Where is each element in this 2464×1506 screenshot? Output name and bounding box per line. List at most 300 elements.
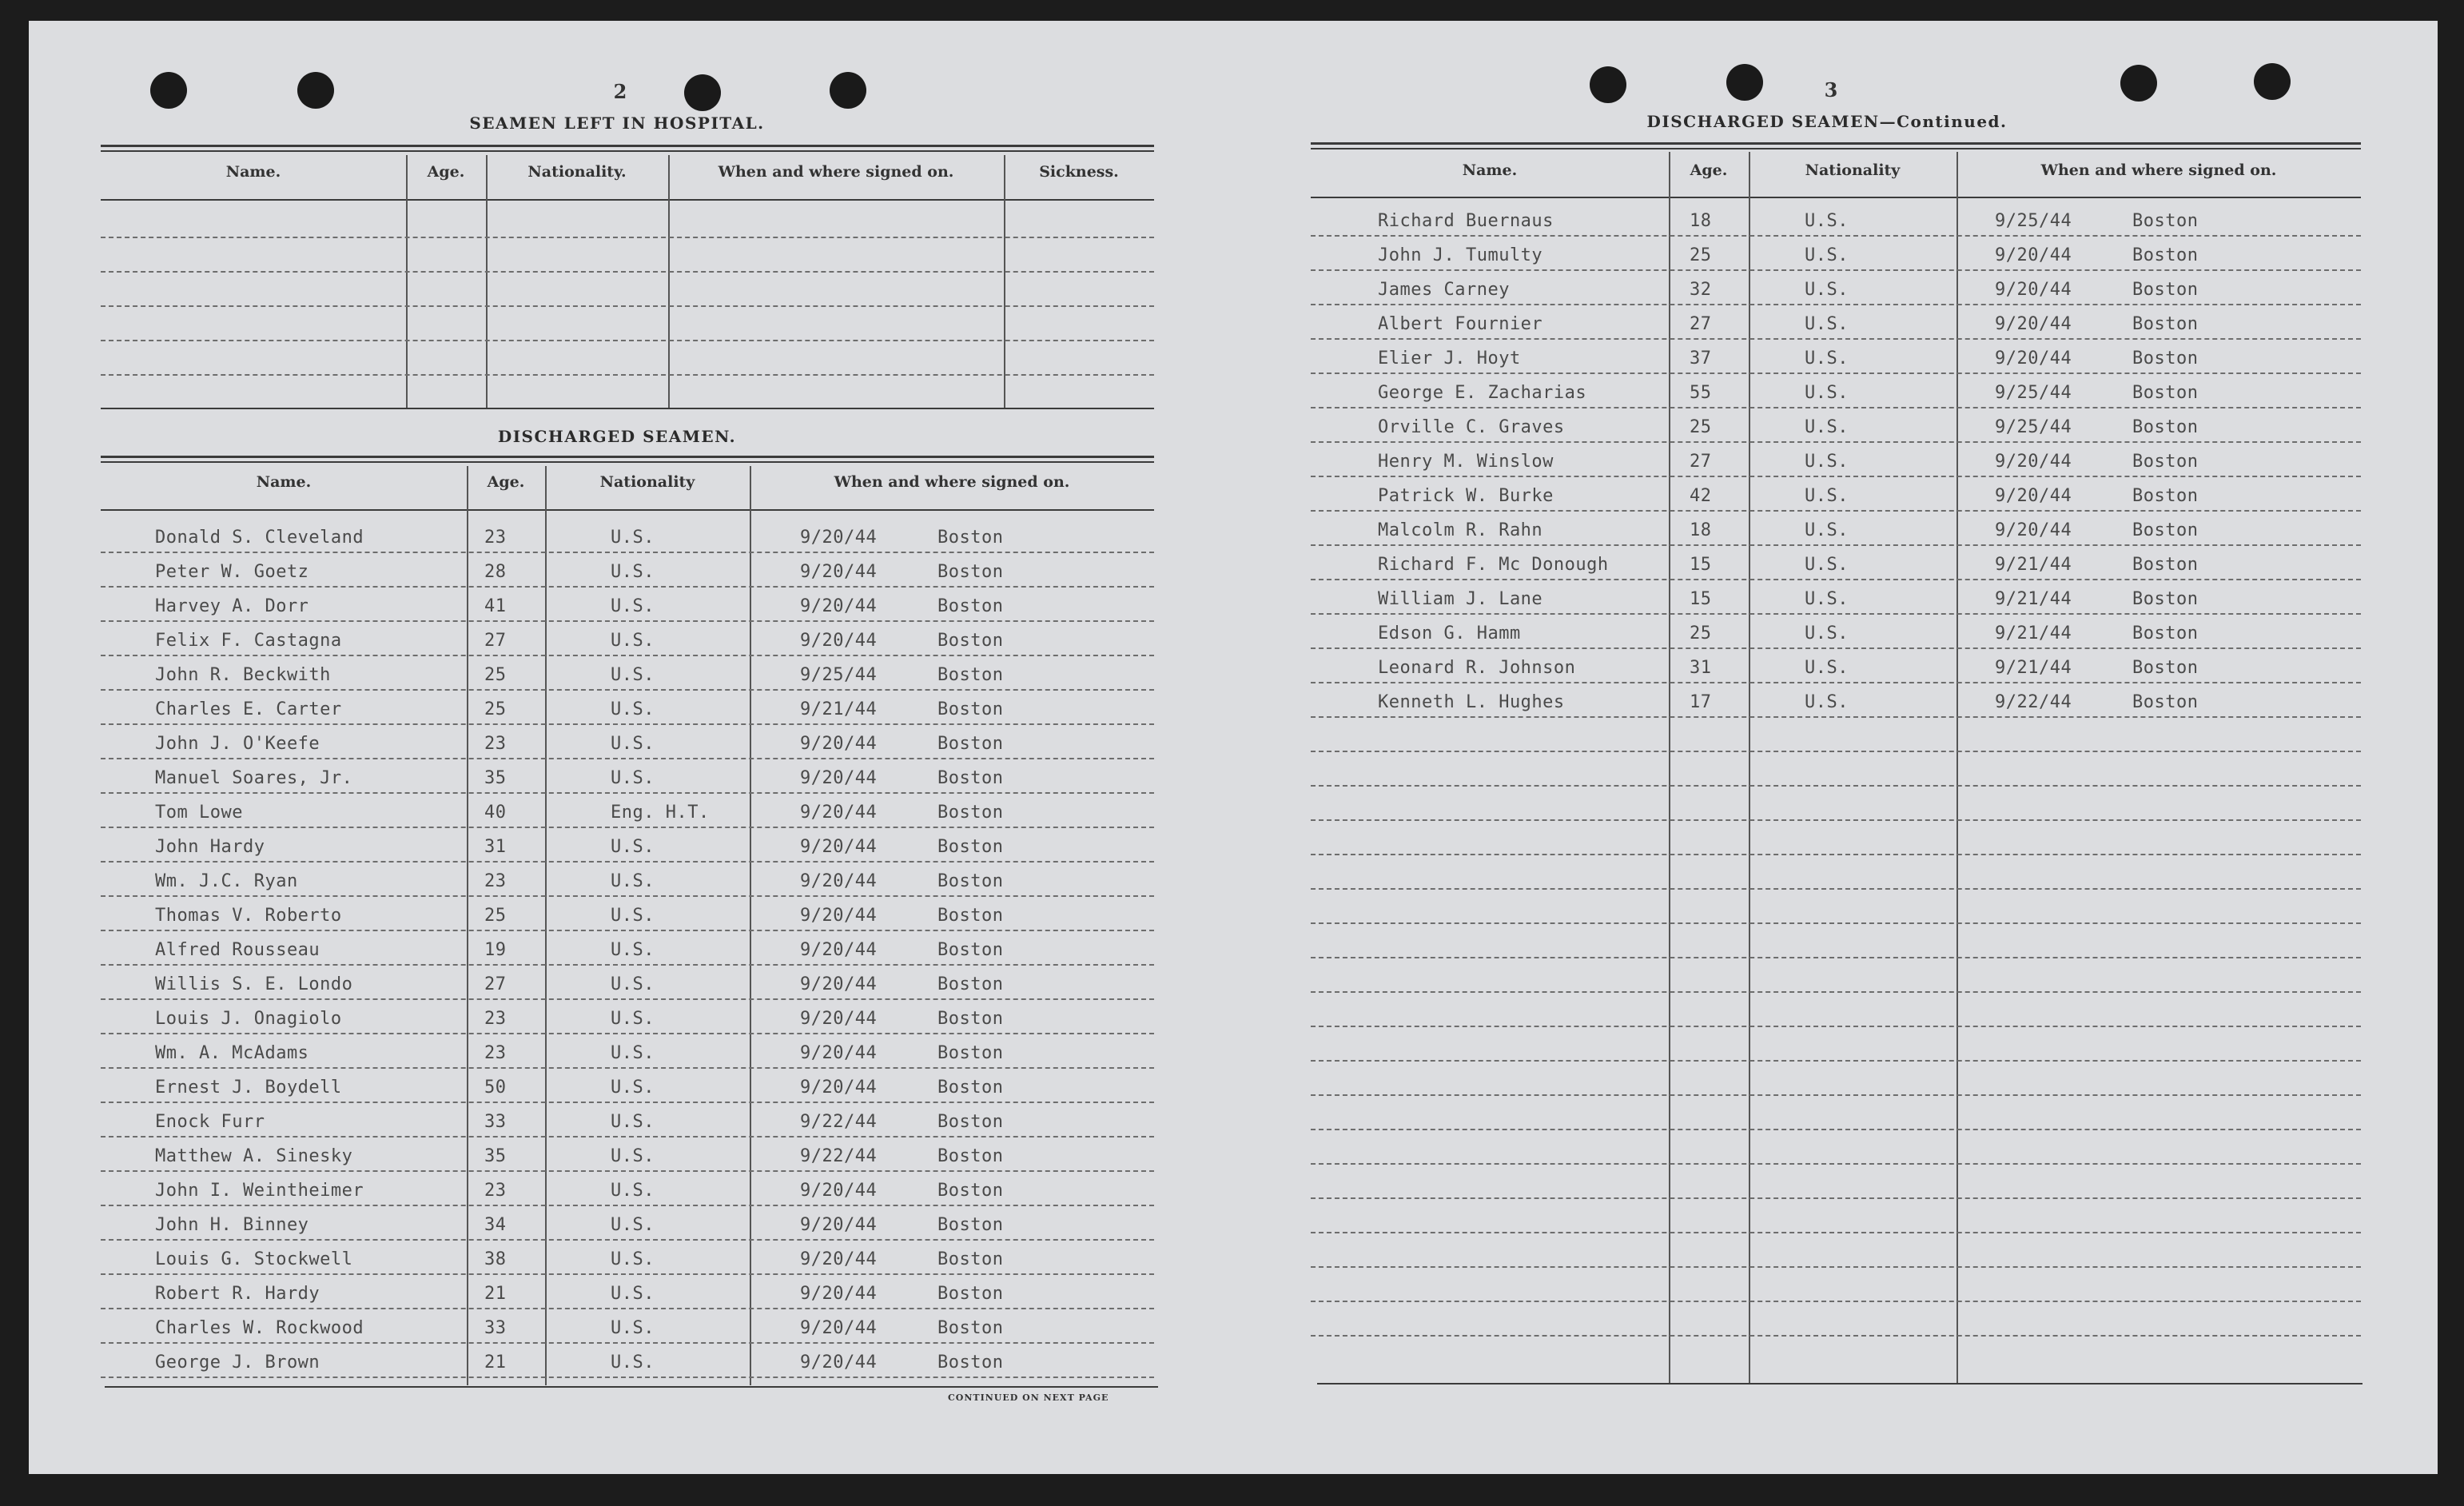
table-row bbox=[29, 1318, 2438, 1342]
cell-name: Patrick W. Burke bbox=[1378, 486, 1554, 506]
cell-age: 23 bbox=[484, 528, 507, 548]
cell-name: Felix F. Castagna bbox=[155, 631, 342, 651]
cell-date: 9/22/44 bbox=[800, 1146, 878, 1166]
cell-name: Matthew A. Sinesky bbox=[155, 1146, 353, 1166]
punch-hole bbox=[2254, 63, 2291, 100]
row-line bbox=[101, 271, 1154, 273]
cell-name: John R. Beckwith bbox=[155, 665, 331, 685]
cell-date: 9/20/44 bbox=[1995, 486, 2072, 506]
header-nationality: Nationality bbox=[1805, 161, 1901, 179]
cell-nationality: U.S. bbox=[611, 1249, 655, 1269]
cell-name: Peter W. Goetz bbox=[155, 562, 309, 582]
header-col-signed-on: When and where signed on. bbox=[718, 163, 954, 181]
cell-nationality: U.S. bbox=[611, 1181, 655, 1201]
row-line bbox=[1311, 235, 2361, 237]
header-age: Age. bbox=[1690, 161, 1728, 179]
table-row bbox=[29, 837, 2438, 861]
rule bbox=[1311, 197, 2361, 198]
row-line bbox=[1311, 751, 2361, 752]
table-row bbox=[29, 1215, 2438, 1239]
cell-age: 23 bbox=[484, 1181, 507, 1201]
cell-nationality: U.S. bbox=[611, 1284, 655, 1304]
cell-nationality: U.S. bbox=[611, 1078, 655, 1098]
cell-age: 41 bbox=[484, 596, 507, 616]
cell-date: 9/22/44 bbox=[800, 1112, 878, 1132]
cell-place: Boston bbox=[937, 699, 1004, 719]
table-row bbox=[29, 211, 2438, 235]
cell-name: Charles W. Rockwood bbox=[155, 1318, 364, 1338]
row-line bbox=[101, 305, 1154, 307]
row-line bbox=[1311, 1232, 2361, 1233]
cell-place: Boston bbox=[937, 768, 1004, 788]
row-line bbox=[101, 340, 1154, 341]
cell-age: 27 bbox=[484, 974, 507, 994]
row-line bbox=[101, 1136, 1154, 1137]
cell-age: 32 bbox=[1690, 280, 1712, 300]
cell-nationality: U.S. bbox=[611, 562, 655, 582]
cell-place: Boston bbox=[937, 1284, 1004, 1304]
cell-age: 40 bbox=[484, 803, 507, 823]
cell-age: 25 bbox=[484, 699, 507, 719]
cell-place: Boston bbox=[2132, 211, 2199, 231]
row-line bbox=[1311, 1197, 2361, 1199]
cell-age: 42 bbox=[1690, 486, 1712, 506]
row-line bbox=[1311, 338, 2361, 340]
cell-place: Boston bbox=[2132, 624, 2199, 643]
header-nationality: Nationality bbox=[599, 473, 695, 491]
cell-place: Boston bbox=[937, 1318, 1004, 1338]
cell-date: 9/21/44 bbox=[800, 699, 878, 719]
row-line bbox=[1311, 1129, 2361, 1130]
table-row bbox=[29, 383, 2438, 407]
cell-place: Boston bbox=[2132, 520, 2199, 540]
table-row bbox=[29, 1078, 2438, 1102]
cell-place: Boston bbox=[937, 940, 1004, 960]
row-line bbox=[1311, 1026, 2361, 1027]
cell-date: 9/25/44 bbox=[800, 665, 878, 685]
header-col-age: Age. bbox=[427, 163, 465, 181]
page-number-right: 3 bbox=[1824, 78, 1838, 102]
cell-age: 19 bbox=[484, 940, 507, 960]
header-col-name: Name. bbox=[225, 163, 281, 181]
cell-name: Richard Buernaus bbox=[1378, 211, 1554, 231]
cell-name: Thomas V. Roberto bbox=[155, 906, 342, 926]
row-line bbox=[101, 1102, 1154, 1103]
row-line bbox=[101, 792, 1154, 794]
cell-place: Boston bbox=[937, 906, 1004, 926]
row-line bbox=[101, 861, 1154, 863]
cell-place: Boston bbox=[2132, 486, 2199, 506]
table-row bbox=[29, 692, 2438, 716]
cell-nationality: U.S. bbox=[1805, 486, 1849, 506]
rule bbox=[101, 150, 1154, 152]
cell-place: Boston bbox=[2132, 417, 2199, 437]
cell-place: Boston bbox=[937, 596, 1004, 616]
row-line bbox=[101, 689, 1154, 691]
cell-date: 9/20/44 bbox=[1995, 245, 2072, 265]
cell-date: 9/20/44 bbox=[800, 1043, 878, 1063]
row-line bbox=[1311, 579, 2361, 580]
cell-place: Boston bbox=[937, 1112, 1004, 1132]
cell-nationality: U.S. bbox=[1805, 280, 1849, 300]
cell-name: Donald S. Cleveland bbox=[155, 528, 364, 548]
cell-nationality: U.S. bbox=[1805, 314, 1849, 334]
cell-place: Boston bbox=[2132, 383, 2199, 403]
rule bbox=[1311, 148, 2361, 149]
cell-date: 9/20/44 bbox=[800, 837, 878, 857]
cell-nationality: U.S. bbox=[1805, 692, 1849, 712]
cell-name: Louis G. Stockwell bbox=[155, 1249, 353, 1269]
table-row bbox=[29, 658, 2438, 682]
cell-age: 21 bbox=[484, 1353, 507, 1373]
row-line bbox=[101, 1067, 1154, 1069]
cell-date: 9/20/44 bbox=[800, 1318, 878, 1338]
row-line bbox=[1311, 682, 2361, 683]
cell-nationality: U.S. bbox=[1805, 624, 1849, 643]
cell-nationality: U.S. bbox=[611, 871, 655, 891]
cell-place: Boston bbox=[2132, 245, 2199, 265]
row-line bbox=[101, 1033, 1154, 1034]
cell-name: John H. Binney bbox=[155, 1215, 309, 1235]
row-line bbox=[1311, 441, 2361, 443]
row-line bbox=[101, 1308, 1154, 1309]
cell-age: 28 bbox=[484, 562, 507, 582]
cell-age: 34 bbox=[484, 1215, 507, 1235]
cell-nationality: U.S. bbox=[611, 906, 655, 926]
table-row bbox=[29, 486, 2438, 510]
cell-name: Tom Lowe bbox=[155, 803, 243, 823]
cell-date: 9/21/44 bbox=[1995, 658, 2072, 678]
cell-age: 15 bbox=[1690, 589, 1712, 609]
table-row bbox=[29, 314, 2438, 338]
cell-place: Boston bbox=[2132, 589, 2199, 609]
table-row bbox=[29, 1112, 2438, 1136]
table-row bbox=[29, 803, 2438, 827]
row-line bbox=[1311, 1301, 2361, 1302]
row-line bbox=[1311, 1094, 2361, 1096]
cell-nationality: U.S. bbox=[611, 528, 655, 548]
header-age: Age. bbox=[487, 473, 525, 491]
cell-date: 9/20/44 bbox=[800, 974, 878, 994]
table-row bbox=[29, 589, 2438, 613]
header-col-nationality: Nationality. bbox=[527, 163, 627, 181]
cell-age: 27 bbox=[1690, 452, 1712, 472]
cell-age: 18 bbox=[1690, 211, 1712, 231]
row-line bbox=[101, 1273, 1154, 1275]
cell-name: Willis S. E. Londo bbox=[155, 974, 353, 994]
cell-nationality: U.S. bbox=[1805, 349, 1849, 369]
cell-nationality: U.S. bbox=[611, 940, 655, 960]
cell-age: 37 bbox=[1690, 349, 1712, 369]
row-line bbox=[101, 552, 1154, 553]
cell-name: Ernest J. Boydell bbox=[155, 1078, 342, 1098]
cell-age: 25 bbox=[1690, 245, 1712, 265]
cell-place: Boston bbox=[937, 1181, 1004, 1201]
cell-place: Boston bbox=[937, 871, 1004, 891]
row-line bbox=[101, 374, 1154, 376]
cell-date: 9/25/44 bbox=[1995, 211, 2072, 231]
cell-name: Wm. J.C. Ryan bbox=[155, 871, 298, 891]
cell-place: Boston bbox=[2132, 692, 2199, 712]
cell-date: 9/20/44 bbox=[1995, 314, 2072, 334]
row-line bbox=[101, 237, 1154, 238]
row-line bbox=[1311, 785, 2361, 787]
cell-nationality: U.S. bbox=[611, 699, 655, 719]
table-row bbox=[29, 906, 2438, 930]
header-signed-on: When and where signed on. bbox=[834, 473, 1070, 491]
table-row bbox=[29, 1146, 2438, 1170]
cell-place: Boston bbox=[2132, 555, 2199, 575]
cell-place: Boston bbox=[937, 837, 1004, 857]
row-line bbox=[101, 1205, 1154, 1206]
cell-name: Elier J. Hoyt bbox=[1378, 349, 1521, 369]
cell-age: 31 bbox=[1690, 658, 1712, 678]
cell-name: Enock Furr bbox=[155, 1112, 265, 1132]
cell-age: 31 bbox=[484, 837, 507, 857]
cell-age: 27 bbox=[1690, 314, 1712, 334]
table-row bbox=[29, 280, 2438, 304]
cell-place: Boston bbox=[937, 1043, 1004, 1063]
cell-nationality: U.S. bbox=[1805, 555, 1849, 575]
cell-nationality: U.S. bbox=[611, 1043, 655, 1063]
cell-name: John I. Weintheimer bbox=[155, 1181, 364, 1201]
cell-nationality: U.S. bbox=[611, 734, 655, 754]
cell-age: 25 bbox=[484, 906, 507, 926]
row-line bbox=[101, 1342, 1154, 1344]
cell-place: Boston bbox=[2132, 314, 2199, 334]
cell-nationality: U.S. bbox=[611, 1353, 655, 1373]
row-line bbox=[1311, 647, 2361, 649]
rule bbox=[101, 145, 1154, 147]
cell-age: 15 bbox=[1690, 555, 1712, 575]
table-row bbox=[29, 940, 2438, 964]
table-row bbox=[29, 734, 2438, 758]
row-line bbox=[101, 758, 1154, 759]
row-line bbox=[101, 655, 1154, 656]
cell-date: 9/22/44 bbox=[1995, 692, 2072, 712]
cell-age: 18 bbox=[1690, 520, 1712, 540]
discharged-title: DISCHARGED SEAMEN. bbox=[497, 427, 737, 446]
cell-name: James Carney bbox=[1378, 280, 1510, 300]
rule bbox=[101, 408, 1154, 409]
cell-name: Albert Fournier bbox=[1378, 314, 1543, 334]
hospital-title: SEAMEN LEFT IN HOSPITAL. bbox=[469, 114, 765, 133]
cell-date: 9/20/44 bbox=[800, 1249, 878, 1269]
cell-date: 9/20/44 bbox=[800, 734, 878, 754]
cell-date: 9/21/44 bbox=[1995, 624, 2072, 643]
cell-name: Harvey A. Dorr bbox=[155, 596, 309, 616]
row-line bbox=[1311, 1060, 2361, 1062]
cell-place: Boston bbox=[2132, 658, 2199, 678]
cell-place: Boston bbox=[937, 665, 1004, 685]
cell-name: Manuel Soares, Jr. bbox=[155, 768, 353, 788]
row-line bbox=[1311, 1266, 2361, 1268]
cell-date: 9/20/44 bbox=[800, 1284, 878, 1304]
row-line bbox=[1311, 510, 2361, 512]
header-name: Name. bbox=[1462, 161, 1518, 179]
cell-date: 9/20/44 bbox=[800, 1181, 878, 1201]
cell-date: 9/20/44 bbox=[800, 768, 878, 788]
table-row bbox=[29, 1009, 2438, 1033]
cell-date: 9/20/44 bbox=[1995, 349, 2072, 369]
cell-date: 9/20/44 bbox=[800, 1215, 878, 1235]
cell-name: John Hardy bbox=[155, 837, 265, 857]
cell-age: 25 bbox=[484, 665, 507, 685]
cell-nationality: U.S. bbox=[1805, 417, 1849, 437]
cell-nationality: U.S. bbox=[1805, 245, 1849, 265]
cell-place: Boston bbox=[937, 1078, 1004, 1098]
cell-name: Leonard R. Johnson bbox=[1378, 658, 1576, 678]
cell-name: Charles E. Carter bbox=[155, 699, 342, 719]
cell-place: Boston bbox=[937, 1353, 1004, 1373]
punch-hole bbox=[830, 72, 866, 109]
cell-date: 9/20/44 bbox=[1995, 452, 2072, 472]
cell-nationality: U.S. bbox=[611, 974, 655, 994]
row-line bbox=[1311, 957, 2361, 958]
table-row bbox=[29, 871, 2438, 895]
row-line bbox=[1311, 888, 2361, 890]
continued-note: CONTINUED ON NEXT PAGE bbox=[948, 1392, 1109, 1403]
cell-date: 9/25/44 bbox=[1995, 383, 2072, 403]
punch-hole bbox=[297, 72, 334, 109]
table-row bbox=[29, 245, 2438, 269]
table-row bbox=[29, 624, 2438, 647]
row-line bbox=[101, 1377, 1154, 1378]
cell-age: 27 bbox=[484, 631, 507, 651]
cell-place: Boston bbox=[937, 974, 1004, 994]
cell-nationality: Eng. H.T. bbox=[611, 803, 710, 823]
cell-nationality: U.S. bbox=[611, 631, 655, 651]
row-line bbox=[1311, 854, 2361, 855]
cell-age: 35 bbox=[484, 1146, 507, 1166]
row-line bbox=[101, 895, 1154, 897]
cell-nationality: U.S. bbox=[611, 837, 655, 857]
row-line bbox=[1311, 991, 2361, 993]
table-row bbox=[29, 555, 2438, 579]
cell-name: Kenneth L. Hughes bbox=[1378, 692, 1565, 712]
cell-age: 25 bbox=[1690, 417, 1712, 437]
cell-nationality: U.S. bbox=[1805, 452, 1849, 472]
table-row bbox=[29, 349, 2438, 373]
row-line bbox=[1311, 269, 2361, 271]
cell-age: 25 bbox=[1690, 624, 1712, 643]
cell-nationality: U.S. bbox=[1805, 383, 1849, 403]
cell-place: Boston bbox=[2132, 452, 2199, 472]
cell-place: Boston bbox=[2132, 349, 2199, 369]
header-name: Name. bbox=[256, 473, 312, 491]
ledger-sheet bbox=[29, 21, 2438, 1474]
punch-hole bbox=[1726, 64, 1763, 101]
cell-date: 9/21/44 bbox=[1995, 589, 2072, 609]
cell-age: 38 bbox=[484, 1249, 507, 1269]
table-row bbox=[29, 417, 2438, 441]
row-line bbox=[101, 930, 1154, 931]
cell-place: Boston bbox=[937, 734, 1004, 754]
cell-name: Robert R. Hardy bbox=[155, 1284, 320, 1304]
cell-name: Edson G. Hamm bbox=[1378, 624, 1521, 643]
cell-name: William J. Lane bbox=[1378, 589, 1543, 609]
cell-place: Boston bbox=[937, 1146, 1004, 1166]
cell-nationality: U.S. bbox=[1805, 658, 1849, 678]
cell-name: John J. Tumulty bbox=[1378, 245, 1543, 265]
cell-name: Richard F. Mc Donough bbox=[1378, 555, 1609, 575]
cell-name: George E. Zacharias bbox=[1378, 383, 1587, 403]
row-line bbox=[101, 964, 1154, 966]
cell-name: John J. O'Keefe bbox=[155, 734, 320, 754]
cell-name: Alfred Rousseau bbox=[155, 940, 320, 960]
punch-hole bbox=[1590, 66, 1626, 103]
cell-date: 9/20/44 bbox=[800, 596, 878, 616]
table-row bbox=[29, 520, 2438, 544]
cell-date: 9/20/44 bbox=[800, 631, 878, 651]
cell-place: Boston bbox=[937, 1009, 1004, 1029]
cell-nationality: U.S. bbox=[611, 1215, 655, 1235]
cell-age: 33 bbox=[484, 1318, 507, 1338]
cell-date: 9/20/44 bbox=[1995, 280, 2072, 300]
cell-date: 9/20/44 bbox=[800, 528, 878, 548]
cell-name: Wm. A. McAdams bbox=[155, 1043, 309, 1063]
row-line bbox=[101, 827, 1154, 828]
rule bbox=[105, 1386, 1158, 1388]
cell-nationality: U.S. bbox=[611, 1146, 655, 1166]
cell-date: 9/21/44 bbox=[1995, 555, 2072, 575]
cell-place: Boston bbox=[2132, 280, 2199, 300]
cell-age: 17 bbox=[1690, 692, 1712, 712]
cell-name: Louis J. Onagiolo bbox=[155, 1009, 342, 1029]
cell-name: George J. Brown bbox=[155, 1353, 320, 1373]
row-line bbox=[1311, 716, 2361, 718]
cell-date: 9/20/44 bbox=[800, 803, 878, 823]
row-line bbox=[1311, 544, 2361, 546]
cell-place: Boston bbox=[937, 1249, 1004, 1269]
cell-age: 21 bbox=[484, 1284, 507, 1304]
cell-nationality: U.S. bbox=[611, 1112, 655, 1132]
row-line bbox=[1311, 819, 2361, 821]
row-line bbox=[1311, 304, 2361, 305]
rule bbox=[1311, 142, 2361, 145]
row-line bbox=[1311, 407, 2361, 408]
punch-hole bbox=[2120, 65, 2157, 102]
cell-age: 23 bbox=[484, 734, 507, 754]
cell-age: 50 bbox=[484, 1078, 507, 1098]
row-line bbox=[101, 998, 1154, 1000]
punch-hole bbox=[150, 72, 187, 109]
row-line bbox=[101, 1239, 1154, 1241]
header-signed-on: When and where signed on. bbox=[2040, 161, 2277, 179]
page-number-left: 2 bbox=[613, 80, 627, 103]
table-row bbox=[29, 1284, 2438, 1308]
rule bbox=[101, 199, 1154, 201]
row-line bbox=[101, 620, 1154, 622]
cell-nationality: U.S. bbox=[611, 768, 655, 788]
cell-nationality: U.S. bbox=[611, 1009, 655, 1029]
cell-nationality: U.S. bbox=[1805, 520, 1849, 540]
table-row bbox=[29, 768, 2438, 792]
row-line bbox=[101, 723, 1154, 725]
cell-date: 9/20/44 bbox=[800, 1353, 878, 1373]
continued-title: DISCHARGED SEAMEN—Continued. bbox=[1646, 112, 2008, 131]
table-row bbox=[29, 1043, 2438, 1067]
row-line bbox=[101, 586, 1154, 588]
cell-nationality: U.S. bbox=[1805, 211, 1849, 231]
rule bbox=[1317, 1383, 2362, 1384]
header-col-sickness: Sickness. bbox=[1039, 163, 1119, 181]
cell-place: Boston bbox=[937, 528, 1004, 548]
cell-age: 35 bbox=[484, 768, 507, 788]
cell-age: 23 bbox=[484, 871, 507, 891]
row-line bbox=[101, 1170, 1154, 1172]
table-row bbox=[29, 1249, 2438, 1273]
